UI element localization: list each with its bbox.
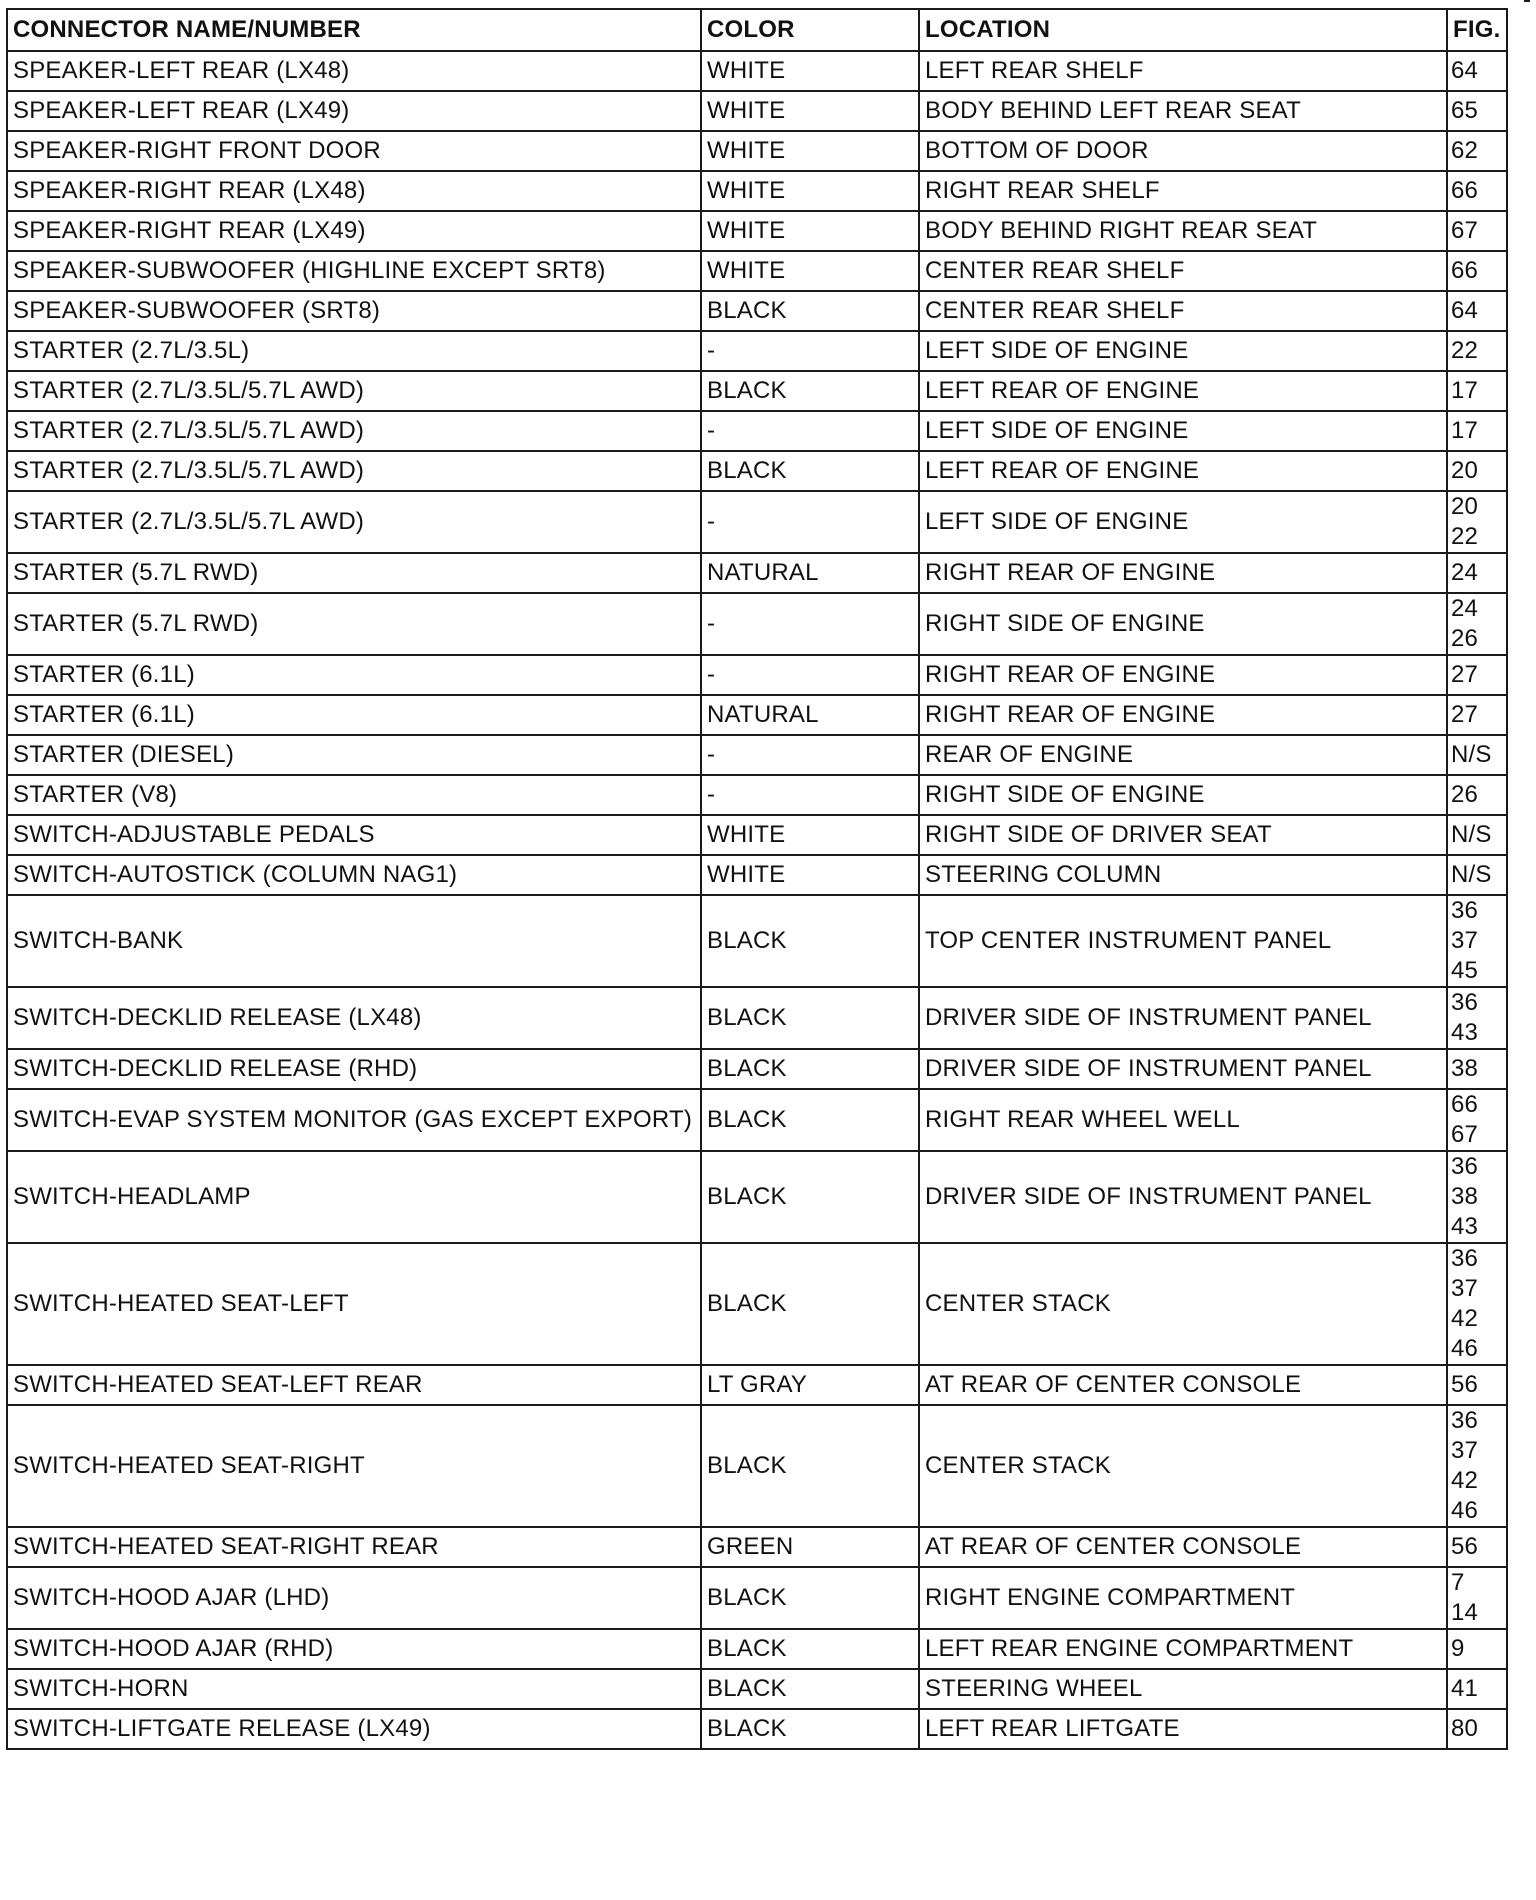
table-row xyxy=(7,411,1507,451)
color-cell: WHITE xyxy=(701,131,919,171)
connector-name-cell: SPEAKER-RIGHT FRONT DOOR xyxy=(7,131,701,171)
connector-name-cell: SWITCH-HEATED SEAT-LEFT REAR xyxy=(7,1365,701,1405)
table-row xyxy=(7,1405,1507,1527)
connector-name-cell: SWITCH-AUTOSTICK (COLUMN NAG1) xyxy=(7,855,701,895)
fig-cell: 24 26 xyxy=(1447,593,1507,655)
connector-name-cell: STARTER (V8) xyxy=(7,775,701,815)
color-cell: BLACK xyxy=(701,451,919,491)
table-row xyxy=(7,1567,1507,1629)
fig-cell: 22 xyxy=(1447,331,1507,371)
page-edge-mark xyxy=(1524,0,1530,8)
connector-name-cell: SWITCH-LIFTGATE RELEASE (LX49) xyxy=(7,1709,701,1749)
location-cell: STEERING COLUMN xyxy=(919,855,1447,895)
location-cell: RIGHT REAR OF ENGINE xyxy=(919,553,1447,593)
fig-cell: 36 38 43 xyxy=(1447,1151,1507,1243)
color-cell: BLACK xyxy=(701,987,919,1049)
table-row xyxy=(7,655,1507,695)
location-cell: CENTER REAR SHELF xyxy=(919,291,1447,331)
location-cell: RIGHT REAR OF ENGINE xyxy=(919,655,1447,695)
location-cell: CENTER REAR SHELF xyxy=(919,251,1447,291)
location-cell: RIGHT SIDE OF ENGINE xyxy=(919,593,1447,655)
table-header xyxy=(7,9,1507,51)
connector-name-cell: SPEAKER-RIGHT REAR (LX48) xyxy=(7,171,701,211)
table-row xyxy=(7,593,1507,655)
color-cell: BLACK xyxy=(701,1567,919,1629)
fig-cell: 41 xyxy=(1447,1669,1507,1709)
fig-cell: 24 xyxy=(1447,553,1507,593)
table-row xyxy=(7,331,1507,371)
fig-cell: 56 xyxy=(1447,1365,1507,1405)
table-row xyxy=(7,451,1507,491)
connector-name-cell: STARTER (6.1L) xyxy=(7,695,701,735)
location-cell: AT REAR OF CENTER CONSOLE xyxy=(919,1365,1447,1405)
connector-name-cell: STARTER (2.7L/3.5L/5.7L AWD) xyxy=(7,491,701,553)
location-cell: CENTER STACK xyxy=(919,1405,1447,1527)
table-row xyxy=(7,695,1507,735)
color-cell: - xyxy=(701,735,919,775)
table-row xyxy=(7,987,1507,1049)
table-row xyxy=(7,1527,1507,1567)
connector-name-cell: STARTER (2.7L/3.5L/5.7L AWD) xyxy=(7,451,701,491)
fig-cell: 26 xyxy=(1447,775,1507,815)
fig-cell: 9 xyxy=(1447,1629,1507,1669)
table-row xyxy=(7,553,1507,593)
connector-name-cell: SWITCH-BANK xyxy=(7,895,701,987)
connector-name-cell: STARTER (2.7L/3.5L) xyxy=(7,331,701,371)
connector-name-cell: STARTER (5.7L RWD) xyxy=(7,593,701,655)
color-cell: WHITE xyxy=(701,91,919,131)
location-cell: RIGHT REAR SHELF xyxy=(919,171,1447,211)
fig-cell: 66 xyxy=(1447,171,1507,211)
location-cell: LEFT REAR LIFTGATE xyxy=(919,1709,1447,1749)
connector-name-cell: SWITCH-HORN xyxy=(7,1669,701,1709)
location-cell: RIGHT REAR OF ENGINE xyxy=(919,695,1447,735)
fig-cell: 27 xyxy=(1447,655,1507,695)
fig-cell: 36 37 42 46 xyxy=(1447,1243,1507,1365)
color-cell: NATURAL xyxy=(701,553,919,593)
fig-cell: 65 xyxy=(1447,91,1507,131)
color-cell: NATURAL xyxy=(701,695,919,735)
location-cell: CENTER STACK xyxy=(919,1243,1447,1365)
table-row xyxy=(7,491,1507,553)
table-row xyxy=(7,1243,1507,1365)
location-cell: DRIVER SIDE OF INSTRUMENT PANEL xyxy=(919,1151,1447,1243)
color-cell: - xyxy=(701,411,919,451)
connector-name-cell: STARTER (DIESEL) xyxy=(7,735,701,775)
fig-cell: 64 xyxy=(1447,291,1507,331)
color-cell: BLACK xyxy=(701,1709,919,1749)
location-cell: RIGHT SIDE OF DRIVER SEAT xyxy=(919,815,1447,855)
connector-name-cell: STARTER (2.7L/3.5L/5.7L AWD) xyxy=(7,411,701,451)
table-row xyxy=(7,51,1507,91)
table-row xyxy=(7,1669,1507,1709)
fig-cell: 20 xyxy=(1447,451,1507,491)
connector-name-cell: SWITCH-DECKLID RELEASE (RHD) xyxy=(7,1049,701,1089)
connector-name-cell: SPEAKER-LEFT REAR (LX49) xyxy=(7,91,701,131)
connector-name-cell: SPEAKER-RIGHT REAR (LX49) xyxy=(7,211,701,251)
location-cell: STEERING WHEEL xyxy=(919,1669,1447,1709)
connector-name-cell: SPEAKER-LEFT REAR (LX48) xyxy=(7,51,701,91)
table-row xyxy=(7,131,1507,171)
location-cell: LEFT REAR OF ENGINE xyxy=(919,451,1447,491)
color-cell: BLACK xyxy=(701,1089,919,1151)
location-cell: RIGHT REAR WHEEL WELL xyxy=(919,1089,1447,1151)
color-cell: WHITE xyxy=(701,171,919,211)
connector-table xyxy=(6,8,1508,1750)
color-cell: WHITE xyxy=(701,51,919,91)
location-cell: DRIVER SIDE OF INSTRUMENT PANEL xyxy=(919,1049,1447,1089)
header-fig: FIG. xyxy=(1447,9,1507,51)
color-cell: BLACK xyxy=(701,1669,919,1709)
connector-name-cell: SWITCH-EVAP SYSTEM MONITOR (GAS EXCEPT EXPORT) xyxy=(7,1089,701,1151)
table-row xyxy=(7,291,1507,331)
fig-cell: 7 14 xyxy=(1447,1567,1507,1629)
location-cell: LEFT REAR SHELF xyxy=(919,51,1447,91)
color-cell: WHITE xyxy=(701,251,919,291)
connector-name-cell: SPEAKER-SUBWOOFER (SRT8) xyxy=(7,291,701,331)
header-row xyxy=(7,9,1507,51)
location-cell: AT REAR OF CENTER CONSOLE xyxy=(919,1527,1447,1567)
table-row xyxy=(7,775,1507,815)
table-row xyxy=(7,1151,1507,1243)
color-cell: - xyxy=(701,331,919,371)
connector-name-cell: STARTER (2.7L/3.5L/5.7L AWD) xyxy=(7,371,701,411)
connector-name-cell: SWITCH-ADJUSTABLE PEDALS xyxy=(7,815,701,855)
fig-cell: N/S xyxy=(1447,855,1507,895)
fig-cell: 38 xyxy=(1447,1049,1507,1089)
location-cell: LEFT SIDE OF ENGINE xyxy=(919,491,1447,553)
table-row xyxy=(7,171,1507,211)
location-cell: LEFT SIDE OF ENGINE xyxy=(919,411,1447,451)
color-cell: GREEN xyxy=(701,1527,919,1567)
table-row xyxy=(7,895,1507,987)
table-row xyxy=(7,251,1507,291)
fig-cell: 62 xyxy=(1447,131,1507,171)
color-cell: BLACK xyxy=(701,291,919,331)
color-cell: - xyxy=(701,593,919,655)
fig-cell: N/S xyxy=(1447,815,1507,855)
color-cell: WHITE xyxy=(701,815,919,855)
table-row xyxy=(7,1365,1507,1405)
color-cell: BLACK xyxy=(701,1629,919,1669)
location-cell: LEFT SIDE OF ENGINE xyxy=(919,331,1447,371)
fig-cell: 20 22 xyxy=(1447,491,1507,553)
color-cell: - xyxy=(701,491,919,553)
connector-name-cell: SWITCH-DECKLID RELEASE (LX48) xyxy=(7,987,701,1049)
color-cell: BLACK xyxy=(701,371,919,411)
location-cell: RIGHT SIDE OF ENGINE xyxy=(919,775,1447,815)
connector-name-cell: SWITCH-HEATED SEAT-LEFT xyxy=(7,1243,701,1365)
fig-cell: 67 xyxy=(1447,211,1507,251)
table-row xyxy=(7,211,1507,251)
table-row xyxy=(7,1629,1507,1669)
table-row xyxy=(7,735,1507,775)
color-cell: BLACK xyxy=(701,1049,919,1089)
fig-cell: 66 xyxy=(1447,251,1507,291)
connector-name-cell: STARTER (6.1L) xyxy=(7,655,701,695)
fig-cell: 36 37 45 xyxy=(1447,895,1507,987)
table-row xyxy=(7,371,1507,411)
fig-cell: 56 xyxy=(1447,1527,1507,1567)
connector-name-cell: SPEAKER-SUBWOOFER (HIGHLINE EXCEPT SRT8) xyxy=(7,251,701,291)
fig-cell: 17 xyxy=(1447,371,1507,411)
fig-cell: 27 xyxy=(1447,695,1507,735)
location-cell: BOTTOM OF DOOR xyxy=(919,131,1447,171)
header-color: COLOR xyxy=(701,9,919,51)
location-cell: DRIVER SIDE OF INSTRUMENT PANEL xyxy=(919,987,1447,1049)
table-row xyxy=(7,1709,1507,1749)
fig-cell: 36 37 42 46 xyxy=(1447,1405,1507,1527)
table-row xyxy=(7,91,1507,131)
color-cell: BLACK xyxy=(701,1151,919,1243)
color-cell: BLACK xyxy=(701,1405,919,1527)
color-cell: WHITE xyxy=(701,855,919,895)
connector-name-cell: SWITCH-HEATED SEAT-RIGHT xyxy=(7,1405,701,1527)
location-cell: TOP CENTER INSTRUMENT PANEL xyxy=(919,895,1447,987)
connector-name-cell: SWITCH-HOOD AJAR (LHD) xyxy=(7,1567,701,1629)
fig-cell: 66 67 xyxy=(1447,1089,1507,1151)
connector-name-cell: SWITCH-HEATED SEAT-RIGHT REAR xyxy=(7,1527,701,1567)
header-location: LOCATION xyxy=(919,9,1447,51)
fig-cell: 17 xyxy=(1447,411,1507,451)
table-row xyxy=(7,1049,1507,1089)
connector-name-cell: STARTER (5.7L RWD) xyxy=(7,553,701,593)
header-connector-name: CONNECTOR NAME/NUMBER xyxy=(7,9,701,51)
fig-cell: 36 43 xyxy=(1447,987,1507,1049)
connector-name-cell: SWITCH-HEADLAMP xyxy=(7,1151,701,1243)
fig-cell: N/S xyxy=(1447,735,1507,775)
location-cell: BODY BEHIND RIGHT REAR SEAT xyxy=(919,211,1447,251)
table-row xyxy=(7,855,1507,895)
location-cell: LEFT REAR OF ENGINE xyxy=(919,371,1447,411)
fig-cell: 64 xyxy=(1447,51,1507,91)
location-cell: BODY BEHIND LEFT REAR SEAT xyxy=(919,91,1447,131)
color-cell: - xyxy=(701,775,919,815)
color-cell: - xyxy=(701,655,919,695)
location-cell: REAR OF ENGINE xyxy=(919,735,1447,775)
color-cell: LT GRAY xyxy=(701,1365,919,1405)
color-cell: WHITE xyxy=(701,211,919,251)
location-cell: LEFT REAR ENGINE COMPARTMENT xyxy=(919,1629,1447,1669)
connector-name-cell: SWITCH-HOOD AJAR (RHD) xyxy=(7,1629,701,1669)
table-row xyxy=(7,1089,1507,1151)
color-cell: BLACK xyxy=(701,895,919,987)
table-body xyxy=(7,51,1507,1749)
location-cell: RIGHT ENGINE COMPARTMENT xyxy=(919,1567,1447,1629)
color-cell: BLACK xyxy=(701,1243,919,1365)
table-row xyxy=(7,815,1507,855)
fig-cell: 80 xyxy=(1447,1709,1507,1749)
